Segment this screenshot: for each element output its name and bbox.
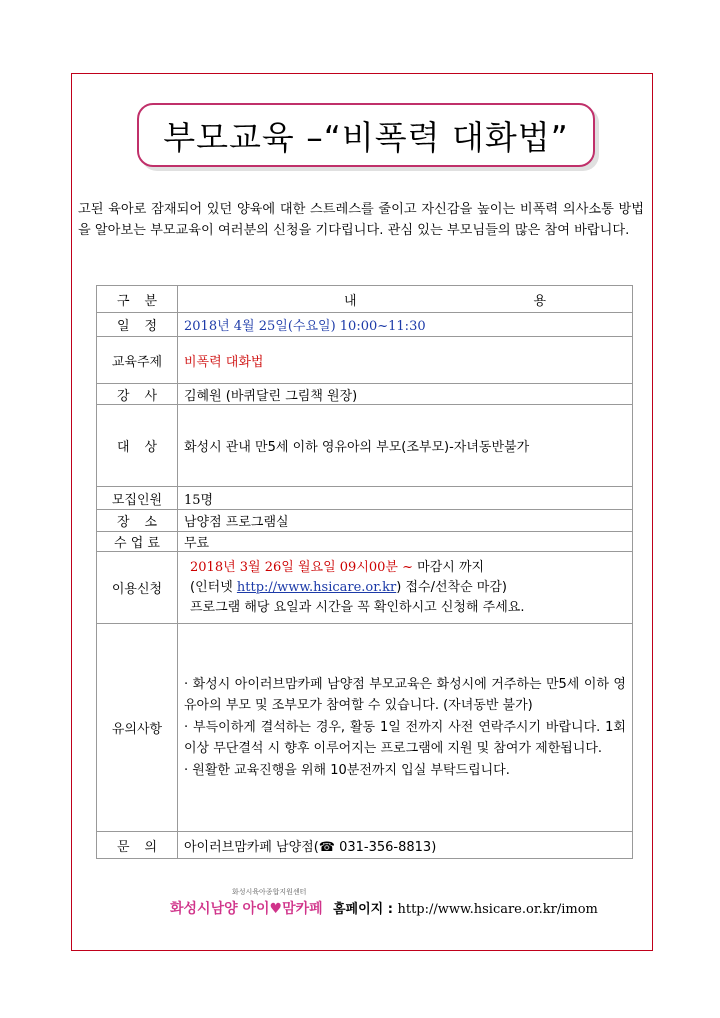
- logo-small-text: 화성시육아종합지원센터: [232, 888, 307, 896]
- row-target: [97, 405, 633, 487]
- topic-value: 비폭력 대화법: [178, 337, 633, 384]
- row-topic: [97, 337, 633, 384]
- target-label: 대 상: [97, 405, 178, 487]
- lecturer-value: 김혜원 (바퀴달린 그림책 원장): [178, 384, 633, 405]
- row-place: [97, 510, 633, 532]
- row-notes: [97, 624, 633, 832]
- homepage-info: [333, 898, 598, 917]
- target-value: 화성시 관내 만5세 이하 영유아의 부모(조부모)-자녀동반불가: [178, 405, 633, 487]
- apply-link[interactable]: http://www.hsicare.or.kr: [236, 579, 397, 595]
- row-apply: [97, 552, 633, 624]
- date-value: 2018년 4월 25일(수요일) 10:00~11:30: [178, 313, 633, 337]
- note-item: · 화성시 아이러브맘카페 남양점 부모교육은 화성시에 거주하는 만5세 이하 영유아의 부모 및 조부모가 참여할 수 있습니다. (자녀동반 불가): [184, 676, 626, 714]
- place-value: 남양점 프로그램실: [178, 510, 633, 532]
- row-contact: [97, 832, 633, 859]
- apply-value: [178, 552, 633, 624]
- fee-label: 수 업 료: [97, 532, 178, 552]
- apply-notice: 프로그램 해당 요일과 시간을 꼭 확인하시고 신청해 주세요.: [190, 599, 525, 615]
- row-date: [97, 313, 633, 337]
- apply-method: (인터넷 http://www.hsicare.or.kr) 접수/선착순 마감): [190, 579, 507, 595]
- homepage-label: 홈페이지 :: [333, 902, 398, 917]
- header-label-cell: 구 분: [97, 286, 178, 313]
- row-capacity: [97, 487, 633, 510]
- apply-label: 이용신청: [97, 552, 178, 624]
- homepage-url[interactable]: http://www.hsicare.or.kr/imom: [397, 902, 598, 917]
- row-fee: [97, 532, 633, 552]
- note-item: · 부득이하게 결석하는 경우, 활동 1일 전까지 사전 연락주시기 바랍니다. 1회 이상 무단결석 시 향후 이루어지는 프로그램에 지원 및 참여가 제한됩니다.: [184, 719, 626, 757]
- place-label: 장 소: [97, 510, 178, 532]
- contact-value: 아이러브맘카페 남양점(☎ 031-356-8813): [178, 832, 633, 859]
- lecturer-label: 강 사: [97, 384, 178, 405]
- contact-label: 문 의: [97, 832, 178, 859]
- table-header-row: [97, 286, 633, 313]
- title-text: 부모교육 –“비폭력 대화법”: [163, 117, 569, 157]
- apply-period: 2018년 3월 26일 월요일 09시00분 ~ 마감시 까지: [190, 559, 485, 575]
- info-table: [96, 285, 633, 859]
- row-lecturer: [97, 384, 633, 405]
- intro-paragraph: 고된 육아로 잠재되어 있던 양육에 대한 스트레스를 줄이고 자신감을 높이는 비폭력 의사소통 방법을 알아보는 부모교육이 여러분의 신청을 기다립니다. 관심 있는 부모님들의 많은 참여 바랍니다.: [78, 202, 644, 238]
- cafe-logo: [170, 887, 323, 919]
- header-content-cell: 내 용: [178, 286, 633, 313]
- capacity-value: 15명: [178, 487, 633, 510]
- notes-value: [178, 624, 633, 832]
- notes-label: 유의사항: [97, 624, 178, 832]
- page-title: [137, 103, 595, 167]
- note-item: · 원활한 교육진행을 위해 10분전까지 입실 부탁드립니다.: [184, 762, 510, 778]
- date-label: 일 정: [97, 313, 178, 337]
- capacity-label: 모집인원: [97, 487, 178, 510]
- logo-main-text: 화성시남양 아이♥맘카페: [170, 901, 323, 917]
- topic-label: 교육주제: [97, 337, 178, 384]
- fee-value: 무료: [178, 532, 633, 552]
